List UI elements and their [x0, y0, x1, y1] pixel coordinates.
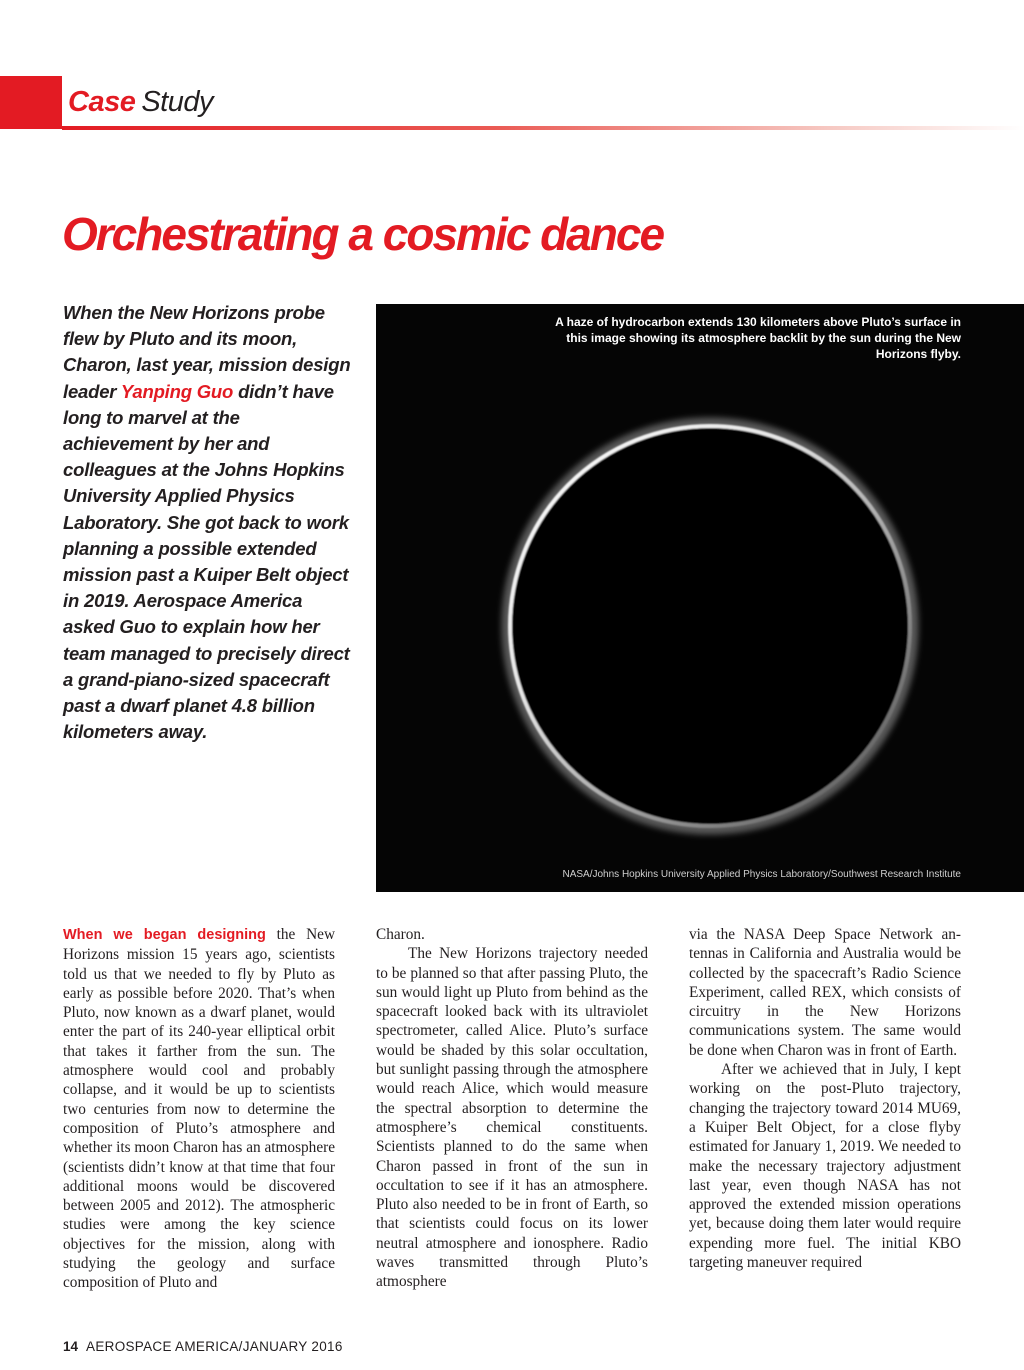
body-paragraph: The New Horizons trajectory needed to be planned so that after passing Pluto, the sun would light up Pluto from behind as the spacecraft looked back with its ultraviolet spectrometer, called Alice. Pluto’s surface would be shaded by this solar occultation, but sunlight passing through the atmosphere would reach Alice, which would measure the spectral absorption to determine the atmosphere’s chemical constituents. Scientists planned to do the same when Charon passed in front of the sun in occultation to see if it has an atmosphere. Pluto also needed to be in front of Earth, so that scientists could focus on its lower neutral atmosphere and ionosphere. Radio waves transmitted through Pluto’s atmosphere	[376, 945, 648, 1291]
deck-text-1: When the New Horizons probe flew by Pluto and its moon, Charon, last year, mission design leader	[63, 302, 351, 402]
body-column-2	[376, 925, 648, 1292]
section-rest: Study	[141, 86, 213, 118]
pluto-ring-illustration	[376, 304, 1024, 892]
pluto-limb-ring	[510, 426, 910, 826]
body-text: the New Horizons mission 15 years ago, scientists told us that we needed to fly by Pluto as early as possible before 2020. That’s when Pluto, now known as a dwarf planet, would enter the part of its 240-year elliptical orbit that takes it farther from the sun. The atmosphere would cool and probably collapse, and it would be up to scientists two centuries from now to determine the composition of Pluto’s atmosphere and whether its moon Charon has an atmosphere (scientists didn’t know at that time that four additional moons would be discovered between 2005 and 2012). The atmospheric studies were among the key science objectives for the mission, along with studying the geology and surface composition of Pluto and	[63, 926, 335, 1292]
section-color-block	[0, 76, 62, 129]
photo-caption: A haze of hydrocarbon extends 130 kilometers above Pluto’s surface in this image showing its atmosphere backlit by the sun during the New Horizons flyby.	[555, 315, 961, 361]
page-number: 14	[63, 1339, 79, 1354]
section-keyword: Case	[68, 86, 136, 118]
pluto-photo	[376, 304, 1024, 892]
body-paragraph: Charon.	[376, 926, 425, 943]
page-footer	[63, 1339, 343, 1355]
deck-person-name: Yanping Guo	[120, 380, 234, 402]
publication-line: AEROSPACE AMERICA/JANUARY 2016	[86, 1339, 343, 1354]
body-column-1	[63, 925, 335, 1293]
headline: Orchestrating a cosmic dance	[62, 208, 664, 260]
section-rule	[62, 126, 1024, 130]
photo-credit: NASA/Johns Hopkins University Applied Physics Laboratory/Southwest Research Institute	[562, 869, 961, 880]
lead-in: When we began designing	[63, 927, 266, 943]
body-paragraph: via the NASA Deep Space Network antennas in California and Australia would be collected by the spacecraft’s Radio Science Experiment, called REX, which consists of circuitry in the New Horizons communications system. The same would be done when Charon was in front of Earth.	[689, 926, 961, 1059]
body-paragraph	[63, 925, 335, 1293]
body-paragraph: After we achieved that in July, I kept working on the post-Pluto trajectory, changing the trajectory toward 2014 MU69, a Kuiper Belt Object, for a close flyby estimated for January 1, 2019. We needed to make the necessary trajectory adjustment last year, even though NASA has not approved the extended mission operations yet, because doing them later would require expending more fuel. The initial KBO targeting maneuver required	[689, 1061, 961, 1272]
section-label	[68, 84, 213, 120]
deck-intro	[63, 300, 353, 745]
body-column-3	[689, 925, 961, 1272]
deck-text-2: didn’t have long to marvel at the achievement by her and colleagues at the Johns Hopkins University Applied Physics Laboratory. She got back to work planning a possible extended mission past a Kuiper Belt object in 2019. Aerospace America asked Guo to explain how her team managed to precisely direct a grand-piano-sized spacecraft past a dwarf planet 4.8 billion kilometers away.	[63, 380, 350, 743]
